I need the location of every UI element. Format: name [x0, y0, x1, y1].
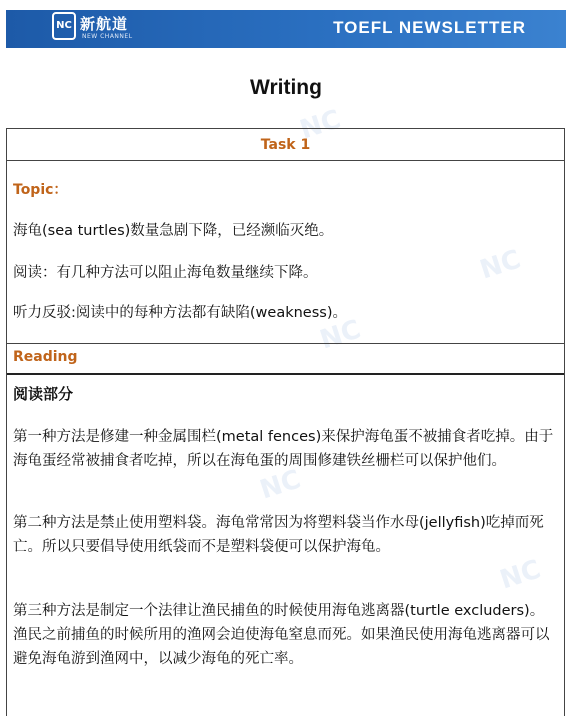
reading-section-title: 阅读部分 [13, 385, 74, 403]
task-table [6, 128, 565, 716]
topic-line: 阅读：有几种方法可以阻止海龟数量继续下降。 [13, 265, 318, 281]
logo-english-name: NEW CHANNEL [82, 33, 133, 40]
task-label: Task 1 [7, 129, 564, 161]
watermark-logo-icon: NC [256, 464, 305, 506]
watermark-logo-icon: NC [496, 554, 545, 596]
row-divider [7, 373, 564, 375]
brand-logo [52, 12, 142, 46]
row-divider [7, 343, 564, 344]
topic-line: 听力反驳:阅读中的每种方法都有缺陷(weakness)。 [13, 305, 347, 321]
newsletter-header [0, 0, 572, 56]
reading-label: Reading [13, 349, 78, 365]
watermark-logo-icon: NC [316, 314, 365, 356]
page-title: Writing [250, 76, 322, 99]
reading-paragraph: 第三种方法是制定一个法律让渔民捕鱼的时候使用海龟逃离器(turtle excluders)。渔民之前捕鱼的时候所用的渔网会迫使海龟窒息而死。如果渔民使用海龟逃离器可以避免海龟游到渔网中，以减少海龟的死亡率。 [13, 603, 550, 667]
topic-line: 海龟(sea turtles)数量急剧下降，已经濒临灭绝。 [13, 223, 334, 239]
reading-paragraph: 第二种方法是禁止使用塑料袋。海龟常常因为将塑料袋当作水母(jellyfish)吃掉而死亡。所以只要倡导使用纸袋而不是塑料袋便可以保护海龟。 [13, 515, 544, 555]
topic-label: Topic： [13, 182, 68, 198]
watermark-logo-icon: NC [296, 104, 345, 146]
watermark-logo-icon: NC [476, 244, 525, 286]
reading-paragraph: 第一种方法是修建一种金属围栏(metal fences)来保护海龟蛋不被捕食者吃掉。由于海龟蛋经常被捕食者吃掉，所以在海龟蛋的周围修建铁丝栅栏可以保护他们。 [13, 429, 554, 469]
logo-chinese-name: 新航道 [80, 15, 129, 33]
nc-logo-icon: NC [52, 12, 76, 40]
newsletter-title: TOEFL NEWSLETTER [333, 18, 526, 37]
